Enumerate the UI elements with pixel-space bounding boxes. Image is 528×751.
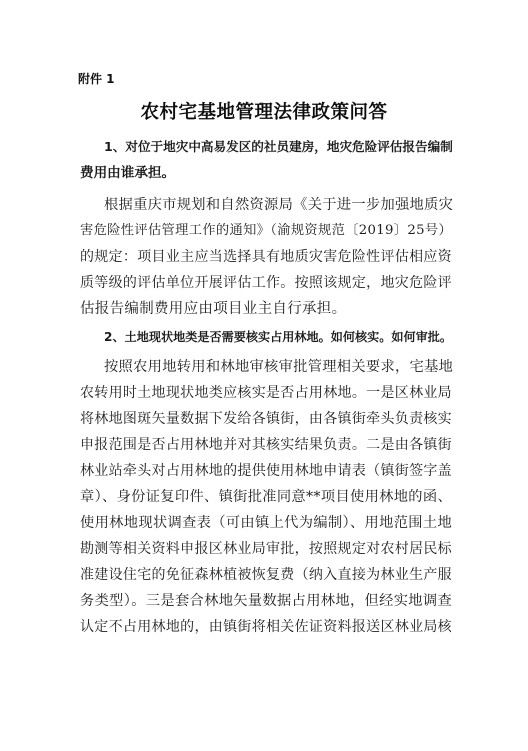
question-1-line-2: 费用由谁承担。	[80, 165, 176, 181]
answer-1-line-3: 的规定：项目业主应当选择具有地质灾害危险性评估相应资	[80, 249, 452, 265]
attachment-label: 附件 1	[78, 72, 115, 86]
answer-1-line-4: 质等级的评估单位开展评估工作。按照该规定，地灾危险评	[80, 275, 452, 291]
answer-2-line-8: 勘测等相关资料申报区林业局审批，按照规定对农村居民标	[80, 541, 452, 557]
answer-1-line-1: 根据重庆市规划和自然资源局《关于进一步加强地质灾	[104, 197, 454, 213]
answer-2-line-9: 准建设住宅的免征森林植被恢复费（纳入直接为林业生产服	[80, 567, 452, 583]
answer-1-line-2: 害危险性评估管理工作的通知》（渝规资规范〔2019〕25号）	[80, 223, 452, 238]
answer-2-line-11: 认定不占用林地的，由镇街将相关佐证资料报送区林业局核	[80, 619, 452, 635]
question-1-line-1: 1、对位于地灾中高易发区的社员建房，地灾危险评估报告编制	[104, 139, 453, 154]
answer-2-line-7: 使用林地现状调查表（可由镇上代为编制）、用地范围土地	[80, 515, 452, 531]
answer-2-line-10: 务类型）。三是套合林地矢量数据占用林地，但经实地调查	[80, 593, 452, 609]
answer-2-line-1: 按照农用地转用和林地审核审批管理相关要求，宅基地	[104, 359, 454, 375]
answer-2-line-6: 章）、身份证复印件、镇街批准同意**项目使用林地的函、	[80, 489, 452, 505]
document-title: 农村宅基地管理法律政策问答	[140, 102, 388, 123]
answer-2-line-2: 农转用时土地现状地类应核实是否占用林地。一是区林业局	[80, 385, 452, 401]
answer-2-line-3: 将林地图斑矢量数据下发给各镇街，由各镇街牵头负责核实	[80, 411, 452, 427]
question-2-line-1: 2、土地现状地类是否需要核实占用林地。如何核实。如何审批。	[104, 330, 452, 344]
answer-2-line-5: 林业站牵头对占用林地的提供使用林地申请表（镇街签字盖	[80, 463, 452, 479]
answer-2-line-4: 申报范围是否占用林地并对其核实结果负责。二是由各镇街	[80, 437, 452, 453]
answer-1-line-5: 估报告编制费用应由项目业主自行承担。	[80, 301, 347, 317]
